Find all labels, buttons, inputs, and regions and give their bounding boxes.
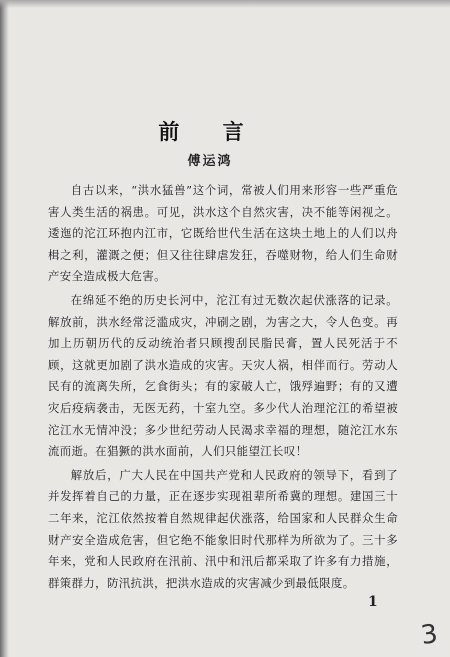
page-shadow-top bbox=[0, 0, 450, 8]
handwritten-page-mark: 3 bbox=[418, 618, 440, 652]
paragraph-3: 解放后，广大人民在中国共产党和人民政府的领导下，看到了并发挥着自己的力量，正在逐步实现祖辈所希冀的理想。建国三十二年来，沱江依然按着自然规律起伏涨落，给国家和人民群众生命财产安全造成危害，但它绝不能象旧时代那样为所欲为了。三十多年来，党和人民政府在汛前、汛中和汛后都采取了许多有力措施，群策群力，防汛抗洪，把洪水造成的灾害减少到最低限度。 bbox=[48, 467, 398, 590]
page-number: 1 bbox=[368, 594, 378, 610]
paragraph-1: 自古以来，“洪水猛兽”这个词，常被人们用来形容一些严重危害人类生活的祸患。可见，洪水这个自然灾害，决不能等闲视之。逶迤的沱江环抱内江市，它既给世代生活在这块土地上的人们以舟楫之利，灌溉之便；但又往往肆虐发狂，吞噬财物，给人们生命财产安全造成极大危害。 bbox=[48, 183, 398, 284]
page-shadow-left bbox=[0, 0, 9, 657]
paragraph-2: 在绵延不绝的历史长河中，沱江有过无数次起伏涨落的记录。解放前，洪水经常泛滥成灾，冲刷之剧，为害之大，令人色变。再加上历朝历代的反动统治者只顾搜刮民脂民膏，置人民死活于不顾，这就更加剧了洪水造成的灾害。天灾人祸，相伴而行。劳动人民有的流离失所，乞食街头；有的家破人亡，饿殍遍野；有的又遭灾后疫病袭击，无医无药，十室九空。多少代人治理沱江的希望被沱江水无情冲没；多少世纪劳动人民渴求幸福的理想，随沱江水东流而逝。在猖獗的洪水面前，人们只能望江长叹！ bbox=[48, 292, 398, 459]
body-text bbox=[48, 180, 398, 596]
page-title: 前 言 bbox=[158, 119, 262, 144]
author-name: 傅运鸿 bbox=[187, 154, 233, 169]
